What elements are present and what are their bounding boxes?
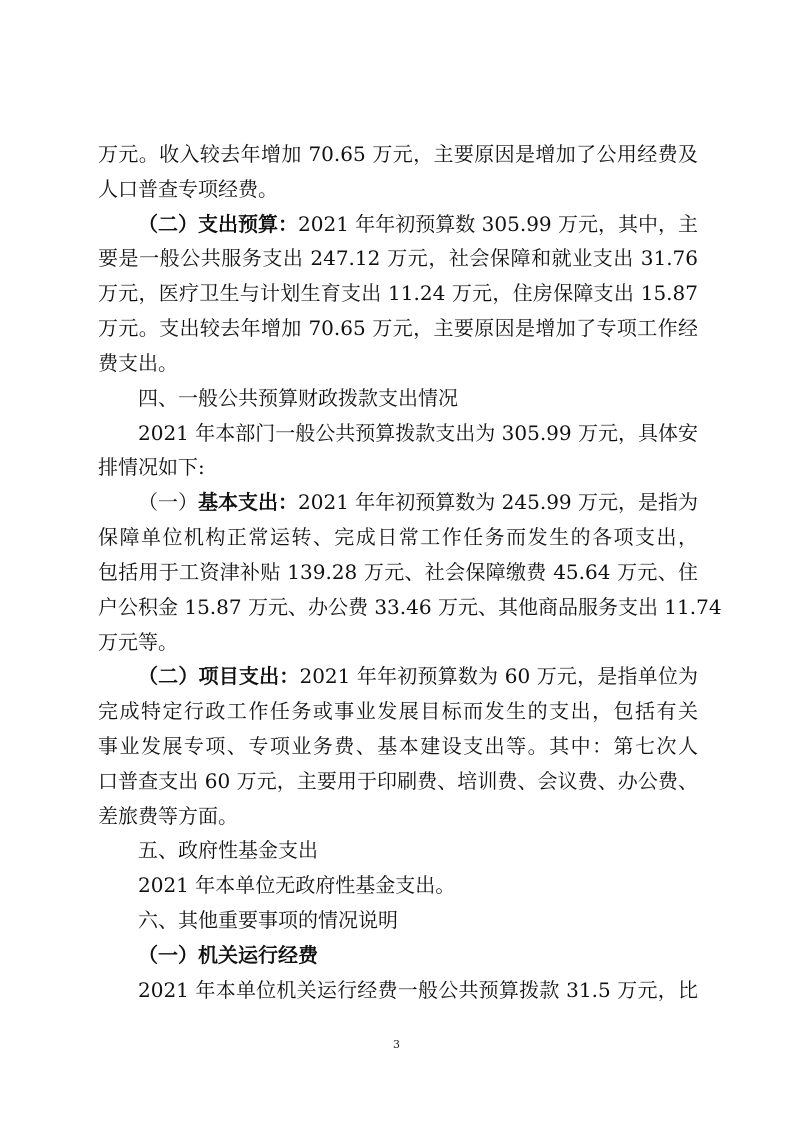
paragraph-text: 2021 年年初预算数为 60 万元，是指单位为 xyxy=(299,664,699,688)
page-number: 3 xyxy=(393,1038,400,1051)
paragraph-line: 万元。支出较去年增加 70.65 万元，主要原因是增加了专项工作经 xyxy=(98,316,698,340)
heading-number: （一） xyxy=(138,490,199,514)
paragraph-line: 2021 年本单位无政府性基金支出。 xyxy=(138,873,456,897)
section-title: 五、政府性基金支出 xyxy=(138,838,318,862)
paragraph-line: 万元，医疗卫生与计划生育支出 11.24 万元，住房保障支出 15.87 xyxy=(98,281,698,305)
paragraph-text: 2021 年年初预算数 305.99 万元，其中，主 xyxy=(298,212,699,236)
section-heading: （二）项目支出： xyxy=(138,664,300,688)
paragraph-line: 万元。收入较去年增加 70.65 万元，主要原因是增加了公用经费及 xyxy=(98,142,698,166)
paragraph-text: 2021 年年初预算数为 245.99 万元，是指为 xyxy=(298,490,699,514)
paragraph-line: 排情况如下: xyxy=(98,455,205,479)
paragraph-line: 差旅费等方面。 xyxy=(98,804,238,828)
paragraph-line: 费支出。 xyxy=(98,351,178,375)
subsection-heading: （一）机关运行经费 xyxy=(138,943,318,967)
paragraph-line: 2021 年本部门一般公共预算拨款支出为 305.99 万元，具体安 xyxy=(138,421,698,445)
paragraph-line: 人口普查专项经费。 xyxy=(98,177,278,201)
section-heading: （二）支出预算： xyxy=(138,212,299,236)
paragraph-line: 完成特定行政工作任务或事业发展目标而发生的支出，包括有关 xyxy=(98,699,698,723)
paragraph-line: 户公积金 15.87 万元、办公费 33.46 万元、其他商品服务支出 11.74 xyxy=(98,595,722,619)
paragraph-line: 包括用于工资津补贴 139.28 万元、社会保障缴费 45.64 万元、住 xyxy=(98,560,698,584)
section-heading: 基本支出： xyxy=(198,490,299,514)
paragraph-line xyxy=(138,661,698,691)
paragraph-line: 万元等。 xyxy=(98,630,178,654)
section-title: 四、一般公共预算财政拨款支出情况 xyxy=(138,386,458,410)
paragraph-line xyxy=(138,209,698,239)
paragraph-line xyxy=(138,487,698,517)
paragraph-line: 要是一般公共服务支出 247.12 万元，社会保障和就业支出 31.76 xyxy=(98,246,698,270)
paragraph-line: 2021 年本单位机关运行经费一般公共预算拨款 31.5 万元，比 xyxy=(138,978,698,1002)
section-title: 六、其他重要事项的情况说明 xyxy=(138,908,398,932)
paragraph-line: 保障单位机构正常运转、完成日常工作任务而发生的各项支出， xyxy=(98,525,698,549)
paragraph-line: 事业发展专项、专项业务费、基本建设支出等。其中：第七次人 xyxy=(98,734,698,758)
paragraph-line: 口普查支出 60 万元，主要用于印刷费、培训费、会议费、办公费、 xyxy=(98,769,698,793)
